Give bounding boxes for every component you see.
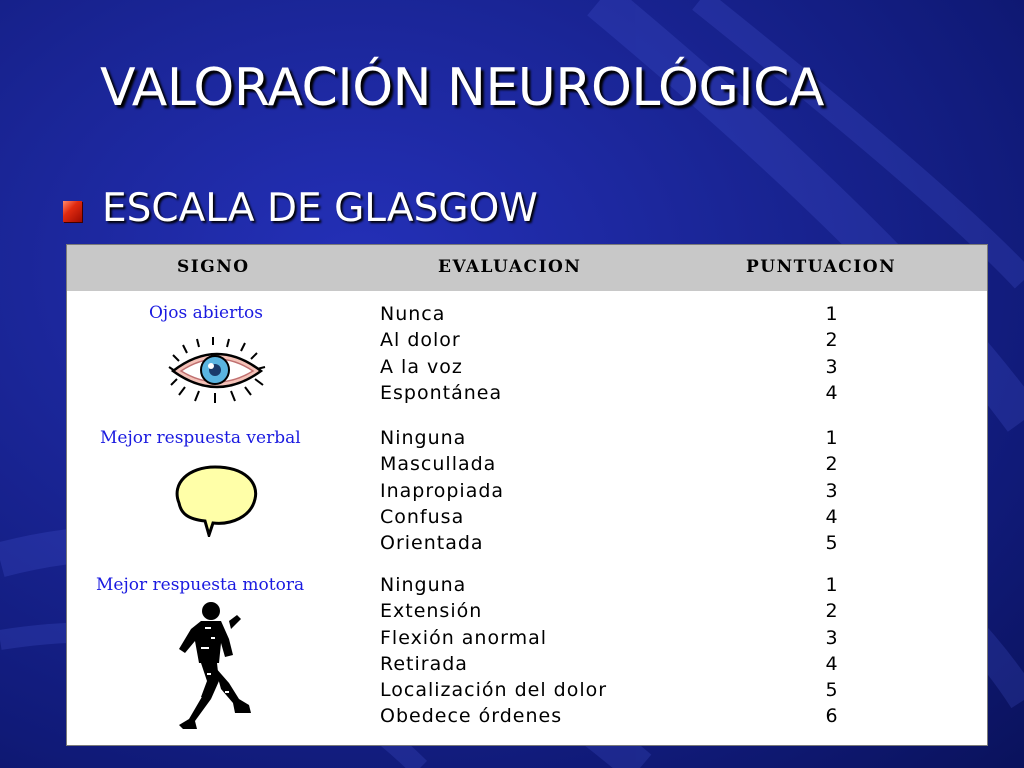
score-value: 2 bbox=[825, 600, 839, 623]
score-value: 5 bbox=[825, 532, 839, 555]
list-item: Extensión bbox=[380, 600, 483, 623]
slide-title: VALORACIÓN NEUROLÓGICA bbox=[100, 58, 824, 118]
eye-icon bbox=[167, 337, 267, 403]
score-value: 2 bbox=[825, 329, 839, 352]
walking-person-icon bbox=[171, 601, 263, 735]
score-value: 3 bbox=[825, 479, 839, 502]
speech-bubble-icon bbox=[169, 463, 261, 537]
score-list-eyes bbox=[807, 301, 857, 406]
list-item: Mascullada bbox=[380, 453, 497, 476]
slide-subtitle: ESCALA DE GLASGOW bbox=[102, 186, 538, 231]
list-item: Obedece órdenes bbox=[380, 705, 563, 728]
score-value: 5 bbox=[825, 679, 839, 702]
list-item: Espontánea bbox=[380, 381, 503, 404]
score-value: 4 bbox=[825, 505, 839, 528]
list-item: Localización del dolor bbox=[380, 679, 608, 702]
bullet-marker bbox=[63, 201, 82, 222]
list-item: Inapropiada bbox=[380, 479, 505, 502]
score-value: 4 bbox=[825, 652, 839, 675]
sign-label-motor: Mejor respuesta motora bbox=[96, 575, 305, 595]
score-value: 2 bbox=[825, 453, 839, 476]
sign-label-verbal: Mejor respuesta verbal bbox=[100, 428, 301, 448]
list-item: Orientada bbox=[380, 532, 484, 555]
sign-label-eyes: Ojos abiertos bbox=[149, 303, 264, 323]
eval-list-motor bbox=[380, 572, 720, 730]
header-evaluation: EVALUACION bbox=[438, 257, 582, 277]
score-value: 3 bbox=[825, 355, 839, 378]
list-item: Ninguna bbox=[380, 574, 467, 596]
score-value: 1 bbox=[825, 427, 839, 449]
glasgow-scale-table bbox=[66, 244, 988, 746]
list-item: Flexión anormal bbox=[380, 626, 548, 649]
score-value: 3 bbox=[825, 626, 839, 649]
list-item: Nunca bbox=[380, 303, 446, 325]
list-item: Ninguna bbox=[380, 427, 467, 449]
list-item: Retirada bbox=[380, 652, 468, 675]
header-score: PUNTUACION bbox=[746, 257, 897, 277]
header-sign: SIGNO bbox=[177, 257, 250, 277]
score-value: 1 bbox=[825, 574, 839, 596]
score-list-verbal bbox=[807, 425, 857, 556]
score-value: 1 bbox=[825, 303, 839, 325]
list-item: Confusa bbox=[380, 505, 465, 528]
eval-list-eyes bbox=[380, 301, 720, 406]
score-value: 6 bbox=[825, 705, 839, 728]
score-value: 4 bbox=[825, 381, 839, 404]
score-list-motor bbox=[807, 572, 857, 730]
list-item: A la voz bbox=[380, 355, 463, 378]
table-header bbox=[67, 245, 987, 291]
eval-list-verbal bbox=[380, 425, 720, 556]
list-item: Al dolor bbox=[380, 329, 461, 352]
